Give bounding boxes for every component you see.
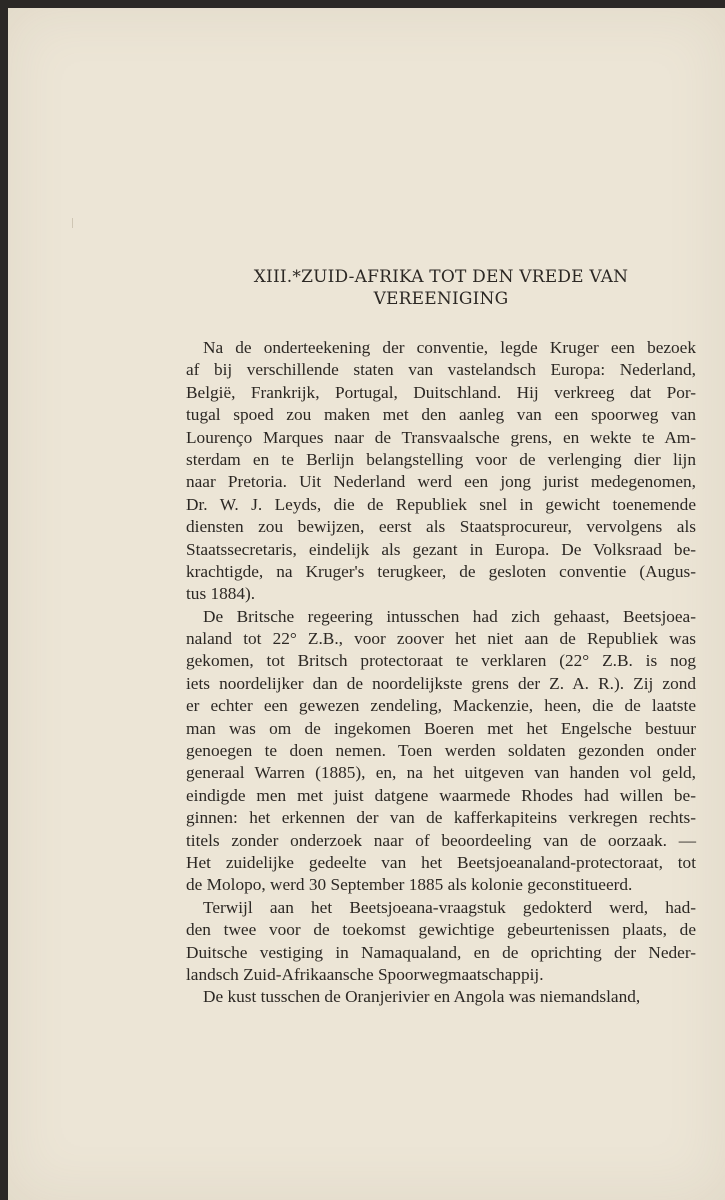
text-line: den twee voor de toekomst gewichtige gebeurtenissen plaats, de	[186, 920, 696, 940]
text-line: Na de onderteekening der conventie, legde Kruger een bezoek	[203, 338, 696, 357]
paragraph	[186, 337, 696, 606]
text-line: eindigde men met juist datgene waarmede Rhodes had willen be-	[186, 785, 696, 805]
text-line: titels zonder onderzoek naar of beoordeeling van de oorzaak. —	[186, 830, 696, 850]
text-line: De kust tusschen de Oranjerivier en Angola was niemandsland,	[203, 987, 641, 1007]
text-line: af bij verschillende staten van vastelandsch Europa: Nederland,	[186, 360, 696, 380]
text-line: man was om de ingekomen Boeren met het Engelsche bestuur	[186, 718, 696, 738]
text-line: ginnen: het erkennen der van de kafferkapiteins verkregen rechts-	[186, 808, 696, 828]
text-line: tugal spoed zou maken met den aanleg van een spoorweg van	[186, 405, 696, 425]
text-line: Staatssecretaris, eindelijk als gezant in Europa. De Volksraad be-	[186, 539, 696, 559]
text-line: de Molopo, werd 30 September 1885 als kolonie geconstitueerd.	[186, 875, 633, 895]
paragraph	[186, 897, 696, 987]
text-line: sterdam en te Berlijn belangstelling voor de verlenging dier lijn	[186, 449, 696, 469]
page-blemish	[72, 218, 73, 228]
text-line: Duitsche vestiging in Namaqualand, en de oprichting der Neder-	[186, 942, 696, 962]
text-line: naland tot 22° Z.B., voor zoover het niet aan de Republiek was	[186, 629, 696, 649]
chapter-heading	[186, 266, 696, 310]
chapter-heading-line-2: VEREENIGING	[373, 289, 509, 309]
body-text	[186, 337, 696, 1009]
text-line: er echter een gewezen zendeling, Mackenzie, heen, die de laatste	[186, 696, 696, 716]
paragraph	[186, 986, 696, 1008]
chapter-heading-line-1: XIII.*ZUID-AFRIKA TOT DEN VREDE VAN	[253, 267, 629, 287]
text-line: naar Pretoria. Uit Nederland werd een jong jurist medegenomen,	[186, 472, 696, 492]
text-line: diensten zou bewijzen, eerst als Staatsprocureur, vervolgens als	[186, 517, 696, 537]
paragraph	[186, 606, 696, 897]
text-line: genoegen te doen nemen. Toen werden soldaten gezonden onder	[186, 741, 696, 761]
text-line: Terwijl aan het Beetsjoeana-vraagstuk gedokterd werd, had-	[203, 897, 696, 917]
text-line: Lourenço Marques naar de Transvaalsche grens, en wekte te Am-	[186, 427, 696, 447]
text-line: tus 1884).	[186, 584, 256, 604]
text-line: iets noordelijker dan de noordelijkste grens der Z. A. R.). Zij zond	[186, 673, 696, 693]
text-line: landsch Zuid-Afrikaansche Spoorwegmaatschappij.	[186, 964, 544, 984]
text-line: Dr. W. J. Leyds, die de Republiek snel in gewicht toenemende	[186, 494, 696, 514]
text-line: generaal Warren (1885), en, na het uitgeven van handen vol geld,	[186, 763, 696, 783]
text-line: krachtigde, na Kruger's terugkeer, de gesloten conventie (Augus-	[186, 561, 696, 581]
text-line: Het zuidelijke gedeelte van het Beetsjoeanaland-protectoraat, tot	[186, 852, 696, 872]
text-line: De Britsche regeering intusschen had zich gehaast, Beetsjoea-	[203, 606, 696, 626]
text-line: België, Frankrijk, Portugal, Duitschland. Hij verkreeg dat Por-	[186, 382, 696, 402]
text-line: gekomen, tot Britsch protectoraat te verklaren (22° Z.B. is nog	[186, 651, 696, 671]
